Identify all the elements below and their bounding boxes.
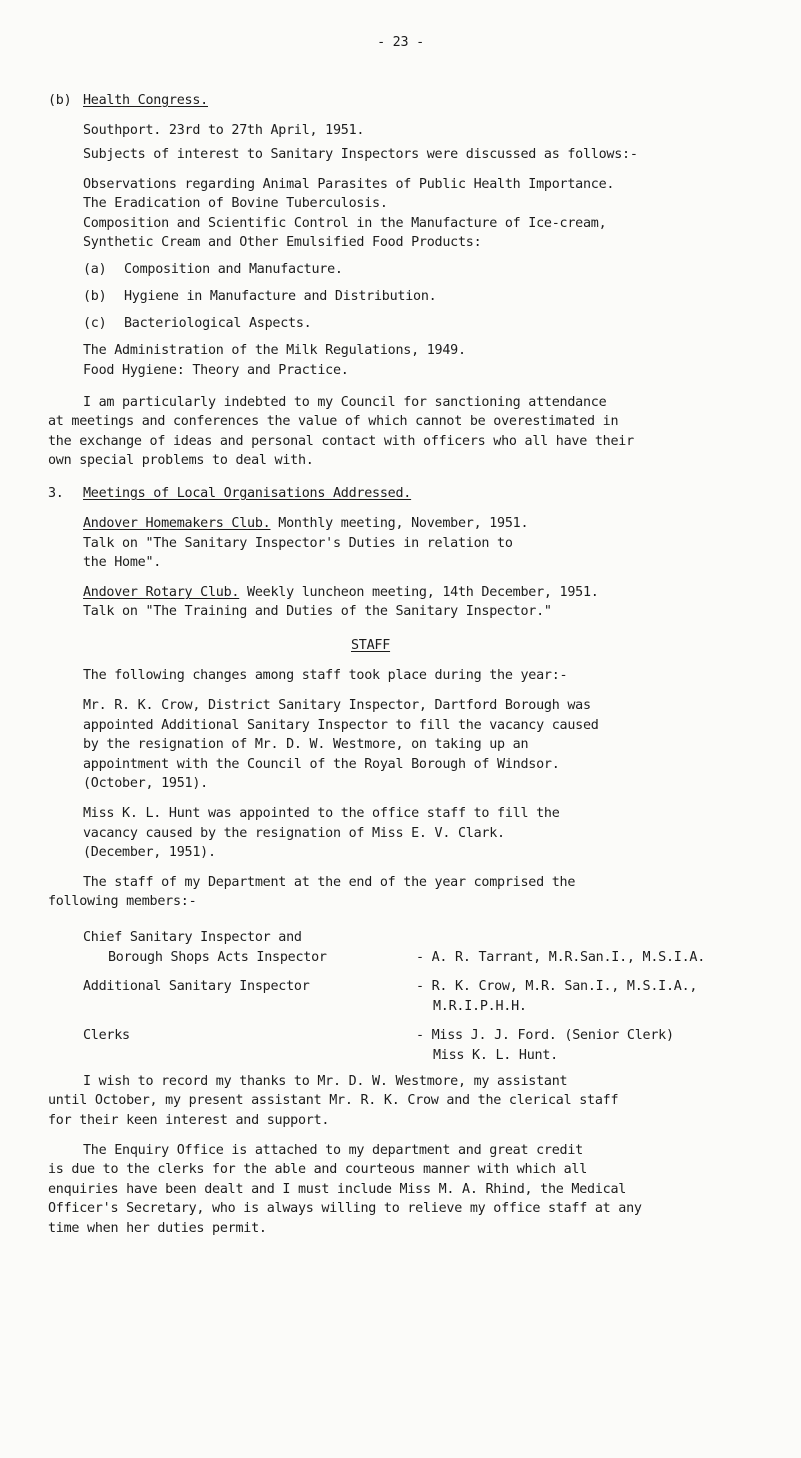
enquiry-line: time when her duties permit. — [48, 1221, 267, 1236]
enquiry-line: Officer's Secretary, who is always willing to relieve my office staff at any — [48, 1201, 642, 1216]
member-role: Chief Sanitary Inspector and — [83, 930, 302, 945]
meeting-entry — [83, 585, 599, 600]
member-role: Clerks — [83, 1028, 130, 1043]
member-name: - Miss J. J. Ford. (Senior Clerk) — [416, 1028, 674, 1043]
subject-line: Observations regarding Animal Parasites of Public Health Importance. — [83, 177, 615, 192]
meeting-entry — [83, 516, 528, 531]
thanks-line: I wish to record my thanks to Mr. D. W. Westmore, my assistant — [83, 1074, 568, 1089]
member-role: Borough Shops Acts Inspector — [108, 950, 327, 965]
thanks-line: for their keen interest and support. — [48, 1113, 330, 1128]
subject-line: Food Hygiene: Theory and Practice. — [83, 363, 349, 378]
member-role: Additional Sanitary Inspector — [83, 979, 310, 994]
meeting-talk: Talk on "The Sanitary Inspector's Duties in relation to — [83, 536, 513, 551]
congress-intro: Subjects of interest to Sanitary Inspectors were discussed as follows:- — [83, 147, 638, 162]
staff-para-line: by the resignation of Mr. D. W. Westmore, on taking up an — [83, 737, 529, 752]
meeting-talk: Talk on "The Training and Duties of the Sanitary Inspector." — [83, 604, 552, 619]
enquiry-line: The Enquiry Office is attached to my department and great credit — [83, 1143, 583, 1158]
subject-line: Composition and Scientific Control in the Manufacture of Ice-cream, — [83, 216, 607, 231]
thanks-line: until October, my present assistant Mr. R. K. Crow and the clerical staff — [48, 1093, 619, 1108]
sub-item-marker: (c) — [83, 316, 107, 331]
meeting-org: Andover Homemakers Club. — [83, 516, 271, 531]
subject-line: The Administration of the Milk Regulations, 1949. — [83, 343, 466, 358]
page-number: - 23 - — [377, 35, 424, 50]
meeting-details: Monthly meeting, November, 1951. — [270, 516, 529, 531]
paragraph-line: own special problems to deal with. — [48, 453, 314, 468]
paragraph-line: the exchange of ideas and personal contact with officers who all have their — [48, 434, 634, 449]
staff-para-line: (October, 1951). — [83, 776, 208, 791]
meeting-org: Andover Rotary Club. — [83, 585, 240, 600]
paragraph-line: at meetings and conferences the value of which cannot be overestimated in — [48, 414, 619, 429]
member-name: Miss K. L. Hunt. — [433, 1048, 558, 1063]
staff-para-line: vacancy caused by the resignation of Miss E. V. Clark. — [83, 826, 505, 841]
staff-heading: STAFF — [351, 638, 391, 653]
sub-item-text: Composition and Manufacture. — [124, 262, 343, 277]
staff-para-line: appointment with the Council of the Royal Borough of Windsor. — [83, 757, 560, 772]
meeting-details: Weekly luncheon meeting, 14th December, 1951. — [239, 585, 599, 600]
members-intro-line: The staff of my Department at the end of the year comprised the — [83, 875, 576, 890]
paragraph-line: I am particularly indebted to my Council for sanctioning attendance — [83, 395, 607, 410]
enquiry-line: enquiries have been dealt and I must include Miss M. A. Rhind, the Medical — [48, 1182, 627, 1197]
meetings-heading: Meetings of Local Organisations Addressed. — [83, 486, 412, 501]
member-name: M.R.I.P.H.H. — [433, 999, 527, 1014]
member-name: - A. R. Tarrant, M.R.San.I., M.S.I.A. — [416, 950, 706, 965]
section-number: 3. — [48, 486, 64, 501]
subject-line: Synthetic Cream and Other Emulsified Food Products: — [83, 235, 482, 250]
staff-para-line: (December, 1951). — [83, 845, 216, 860]
health-congress-heading: Health Congress. — [83, 93, 208, 108]
enquiry-line: is due to the clerks for the able and courteous manner with which all — [48, 1162, 588, 1177]
members-intro-line: following members:- — [48, 894, 197, 909]
staff-intro: The following changes among staff took place during the year:- — [83, 668, 568, 683]
meeting-talk: the Home". — [83, 555, 162, 570]
sub-item-marker: (b) — [83, 289, 107, 304]
member-name: - R. K. Crow, M.R. San.I., M.S.I.A., — [416, 979, 698, 994]
subject-line: The Eradication of Bovine Tuberculosis. — [83, 196, 388, 211]
sub-item-text: Hygiene in Manufacture and Distribution. — [124, 289, 437, 304]
staff-para-line: Mr. R. K. Crow, District Sanitary Inspector, Dartford Borough was — [83, 698, 591, 713]
sub-item-text: Bacteriological Aspects. — [124, 316, 312, 331]
health-congress-marker: (b) — [48, 93, 72, 108]
staff-para-line: Miss K. L. Hunt was appointed to the office staff to fill the — [83, 806, 560, 821]
congress-location: Southport. 23rd to 27th April, 1951. — [83, 123, 365, 138]
staff-para-line: appointed Additional Sanitary Inspector to fill the vacancy caused — [83, 718, 599, 733]
sub-item-marker: (a) — [83, 262, 107, 277]
